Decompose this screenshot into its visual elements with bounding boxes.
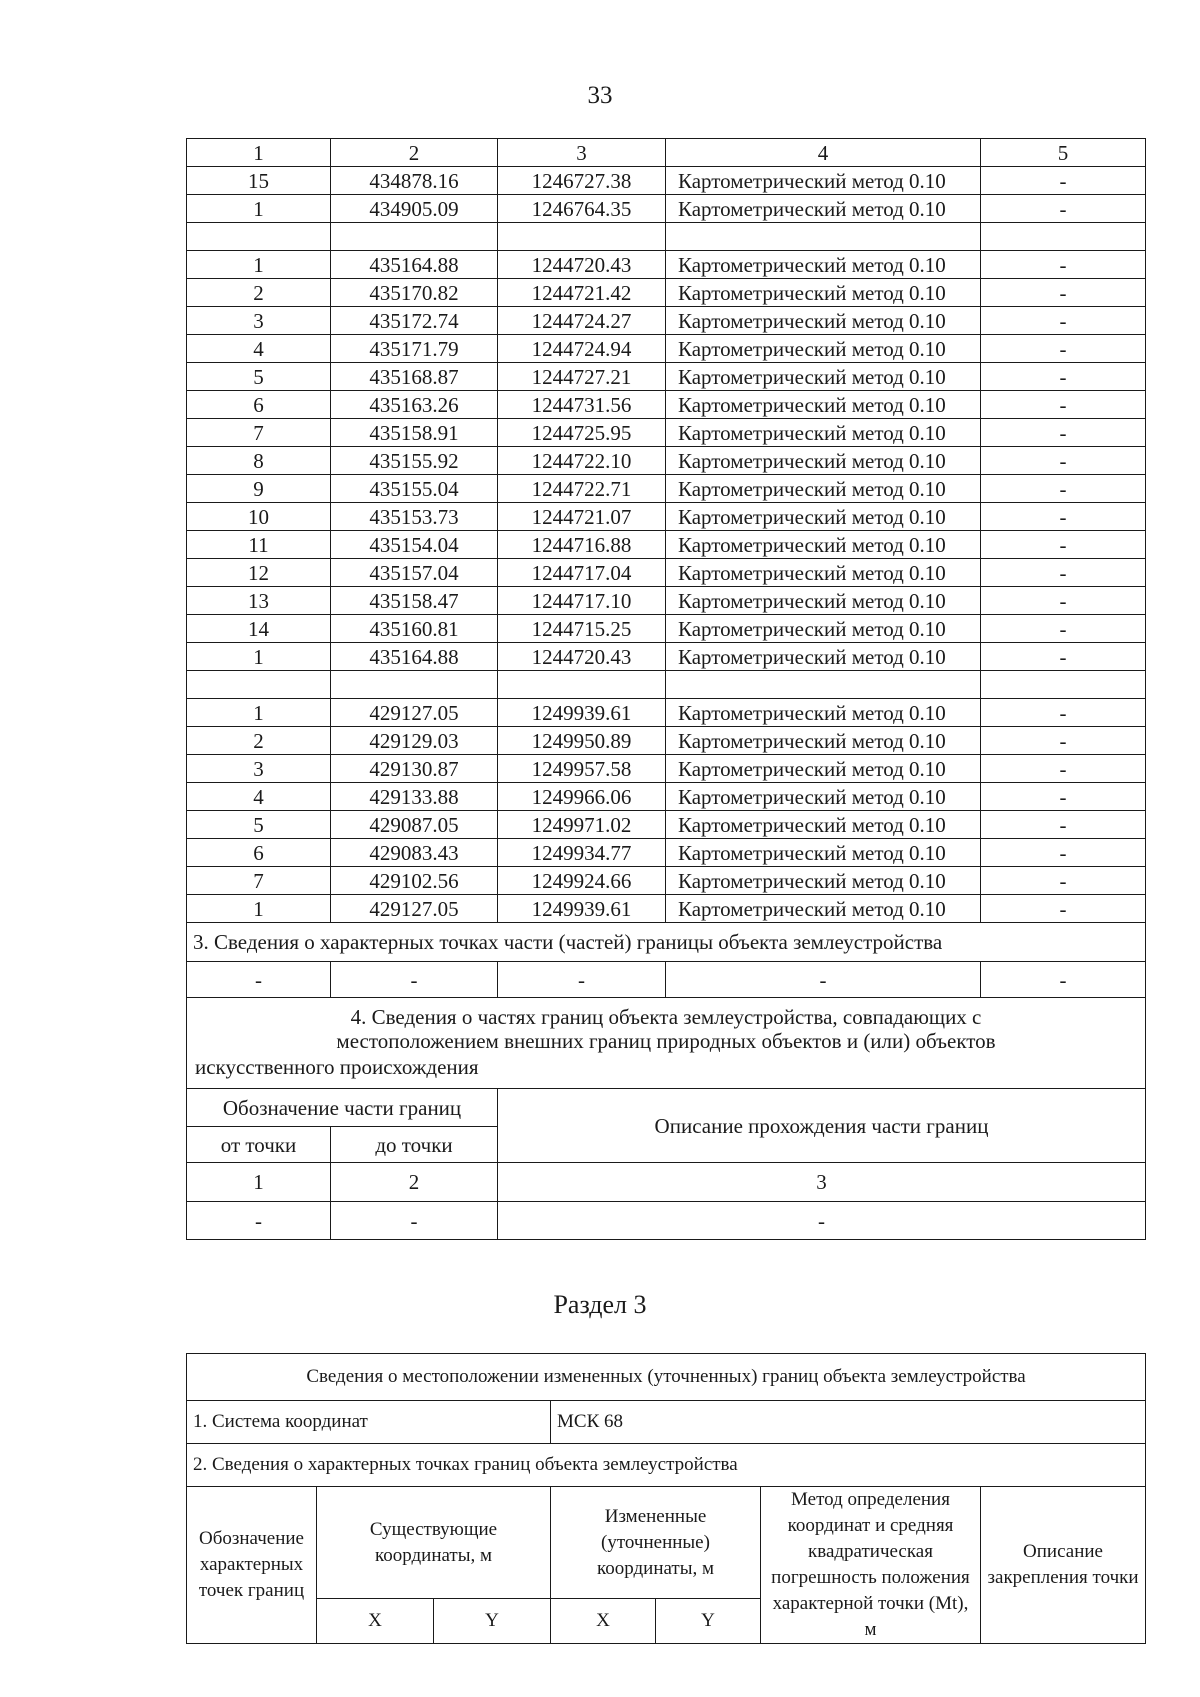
table-cell: 1 [187, 895, 331, 923]
table-cell: 4 [187, 783, 331, 811]
table-cell: 1249939.61 [498, 699, 666, 727]
table-row [187, 167, 1146, 195]
column-number: 3 [498, 1163, 1146, 1202]
table-row [187, 895, 1146, 923]
table-row [187, 783, 1146, 811]
table-cell [981, 671, 1146, 699]
table-row [187, 475, 1146, 503]
table-cell: 4 [187, 335, 331, 363]
section4-title [187, 1005, 1145, 1081]
table-cell: 1244717.04 [498, 559, 666, 587]
table-cell: Картометрический метод 0.10 [666, 335, 981, 363]
section3-title-row [187, 923, 1146, 962]
table-cell: 435170.82 [331, 279, 498, 307]
table-cell: - [981, 447, 1146, 475]
table-cell: 1244727.21 [498, 363, 666, 391]
section4-from-header: от точки [187, 1127, 331, 1163]
table-row [187, 251, 1146, 279]
table-cell: 2 [187, 727, 331, 755]
table-cell: 1244725.95 [498, 419, 666, 447]
table-cell: Картометрический метод 0.10 [666, 363, 981, 391]
table-cell: 435153.73 [331, 503, 498, 531]
table-cell: - [981, 559, 1146, 587]
table-cell: 1244721.42 [498, 279, 666, 307]
table-row [187, 335, 1146, 363]
section3-row [187, 962, 1146, 998]
table-cell: Картометрический метод 0.10 [666, 839, 981, 867]
table-cell: - [981, 587, 1146, 615]
table-cell: Картометрический метод 0.10 [666, 615, 981, 643]
table-cell: 429133.88 [331, 783, 498, 811]
section-heading: Раздел 3 [553, 1290, 647, 1319]
table-cell: 1249934.77 [498, 839, 666, 867]
table-row [187, 419, 1146, 447]
table-row [187, 839, 1146, 867]
section4-title-row [187, 998, 1146, 1089]
boundary-title-row [187, 1354, 1146, 1401]
table-cell: Картометрический метод 0.10 [666, 279, 981, 307]
section4-group-header: Обозначение части границ [187, 1089, 498, 1127]
col-changed-x: X [551, 1599, 656, 1644]
table-row [187, 867, 1146, 895]
boundary-table [186, 1353, 1146, 1644]
table-cell [331, 223, 498, 251]
table-cell: Картометрический метод 0.10 [666, 167, 981, 195]
coord-system-value: МСК 68 [551, 1401, 1146, 1444]
table-cell: 435172.74 [331, 307, 498, 335]
table-cell: - [981, 962, 1146, 998]
table-cell: - [981, 419, 1146, 447]
table-cell: 12 [187, 559, 331, 587]
section4-title-line: искусственного происхождения [195, 1055, 479, 1079]
table-cell: Картометрический метод 0.10 [666, 727, 981, 755]
table-cell: 1244724.94 [498, 335, 666, 363]
section4-to-header: до точки [331, 1127, 498, 1163]
table-cell: 1249957.58 [498, 755, 666, 783]
table-row [187, 643, 1146, 671]
column-number: 2 [331, 139, 498, 167]
table-row [187, 531, 1146, 559]
table-row [187, 363, 1146, 391]
table-cell: 1244716.88 [498, 531, 666, 559]
table-cell: 3 [187, 755, 331, 783]
table-cell: 429087.05 [331, 811, 498, 839]
col-designation: Обозначение характерных точек границ [187, 1487, 317, 1644]
table-cell: 3 [187, 307, 331, 335]
table-cell: Картометрический метод 0.10 [666, 783, 981, 811]
table-row [187, 811, 1146, 839]
col-changed-y: Y [656, 1599, 761, 1644]
table-cell: 429127.05 [331, 699, 498, 727]
table-cell: 1244722.10 [498, 447, 666, 475]
table-row [187, 307, 1146, 335]
table-cell: 435164.88 [331, 643, 498, 671]
table-cell: - [981, 755, 1146, 783]
table-row [187, 615, 1146, 643]
table-cell: 11 [187, 531, 331, 559]
column-number: 3 [498, 139, 666, 167]
table-cell: 1 [187, 195, 331, 223]
table-cell: 1 [187, 699, 331, 727]
table-cell: 7 [187, 419, 331, 447]
table-cell: Картометрический метод 0.10 [666, 419, 981, 447]
table-cell: - [981, 503, 1146, 531]
table-cell: Картометрический метод 0.10 [666, 195, 981, 223]
table-cell: 1249950.89 [498, 727, 666, 755]
table-cell: Картометрический метод 0.10 [666, 755, 981, 783]
table-row [187, 279, 1146, 307]
table-cell: 1244717.10 [498, 587, 666, 615]
table-cell: - [981, 839, 1146, 867]
table-cell [666, 671, 981, 699]
table-row [187, 195, 1146, 223]
coord-system-label: 1. Система координат [187, 1401, 551, 1444]
column-number: 4 [666, 139, 981, 167]
table-cell: 1249939.61 [498, 895, 666, 923]
table-row [187, 587, 1146, 615]
table-cell: 435157.04 [331, 559, 498, 587]
col-changed: Измененные (уточненные) координаты, м [551, 1487, 761, 1599]
table-cell: 429102.56 [331, 867, 498, 895]
table-cell: 5 [187, 811, 331, 839]
points-title: 2. Сведения о характерных точках границ объекта землеустройства [187, 1444, 1146, 1487]
table-cell: - [981, 867, 1146, 895]
table-cell: 8 [187, 447, 331, 475]
table-cell: 14 [187, 615, 331, 643]
table-cell: 429130.87 [331, 755, 498, 783]
col-existing: Существующие координаты, м [317, 1487, 551, 1599]
table-cell: 1244720.43 [498, 251, 666, 279]
table-cell: 434905.09 [331, 195, 498, 223]
table-cell: Картометрический метод 0.10 [666, 531, 981, 559]
table-cell [498, 223, 666, 251]
col-existing-x: X [317, 1599, 434, 1644]
table-cell: 15 [187, 167, 331, 195]
table-cell: 1244721.07 [498, 503, 666, 531]
table-cell: 6 [187, 391, 331, 419]
table-cell: 1244715.25 [498, 615, 666, 643]
table-cell: 1244720.43 [498, 643, 666, 671]
table-cell: Картометрический метод 0.10 [666, 307, 981, 335]
table-cell: 1249924.66 [498, 867, 666, 895]
table-cell: 1244722.71 [498, 475, 666, 503]
table-cell: Картометрический метод 0.10 [666, 475, 981, 503]
table-cell: - [981, 643, 1146, 671]
column-number: 2 [331, 1163, 498, 1202]
coordinates-table-body [187, 139, 1146, 1240]
table-cell: 5 [187, 363, 331, 391]
boundary-header-row [187, 1487, 1146, 1599]
table-cell: 435171.79 [331, 335, 498, 363]
table-cell [331, 671, 498, 699]
table-cell: Картометрический метод 0.10 [666, 587, 981, 615]
section4-title-line: местоположением внешних границ природных объектов и (или) объектов [336, 1029, 996, 1053]
table-cell: - [981, 895, 1146, 923]
table-cell: - [981, 699, 1146, 727]
table-cell: 1244724.27 [498, 307, 666, 335]
table-cell: Картометрический метод 0.10 [666, 391, 981, 419]
table-cell: 435164.88 [331, 251, 498, 279]
table-cell: 1 [187, 643, 331, 671]
table-cell: - [981, 811, 1146, 839]
table-cell: - [981, 363, 1146, 391]
table-cell: 1246764.35 [498, 195, 666, 223]
table-cell: 435154.04 [331, 531, 498, 559]
table-cell: 1249966.06 [498, 783, 666, 811]
table-row [187, 755, 1146, 783]
table-cell [498, 671, 666, 699]
points-title-row [187, 1444, 1146, 1487]
table-cell: 1244731.56 [498, 391, 666, 419]
table-cell: - [187, 962, 331, 998]
table-cell: Картометрический метод 0.10 [666, 643, 981, 671]
coordinates-table [186, 138, 1146, 1240]
table-cell: 429129.03 [331, 727, 498, 755]
boundary-title: Сведения о местоположении измененных (уточненных) границ объекта землеустройства [187, 1354, 1146, 1401]
table-cell: - [981, 251, 1146, 279]
table-cell: 1246727.38 [498, 167, 666, 195]
table-cell: - [981, 167, 1146, 195]
table-cell: 429083.43 [331, 839, 498, 867]
table-cell: 1249971.02 [498, 811, 666, 839]
table-cell [187, 671, 331, 699]
table-cell: - [981, 279, 1146, 307]
section4-header-row [187, 1089, 1146, 1127]
table-cell: 435168.87 [331, 363, 498, 391]
table-cell [187, 223, 331, 251]
table-row [187, 559, 1146, 587]
table-header-row [187, 139, 1146, 167]
section4-data-row [187, 1202, 1146, 1240]
section4-desc-header: Описание прохождения части границ [498, 1089, 1146, 1163]
table-row [187, 391, 1146, 419]
table-row [187, 223, 1146, 251]
col-fixing: Описание закрепления точки [981, 1487, 1146, 1644]
table-cell: - [981, 335, 1146, 363]
column-number: 1 [187, 139, 331, 167]
table-cell: - [498, 962, 666, 998]
table-cell: 13 [187, 587, 331, 615]
table-cell: - [981, 783, 1146, 811]
table-cell: 434878.16 [331, 167, 498, 195]
table-cell: 435155.04 [331, 475, 498, 503]
section3-title: 3. Сведения о характерных точках части (частей) границы объекта землеустройства [187, 923, 1146, 962]
table-cell: - [981, 531, 1146, 559]
table-cell: - [981, 195, 1146, 223]
table-cell: - [498, 1202, 1146, 1240]
table-cell: 9 [187, 475, 331, 503]
table-row [187, 699, 1146, 727]
table-cell: 435155.92 [331, 447, 498, 475]
table-cell [666, 223, 981, 251]
table-cell: 10 [187, 503, 331, 531]
table-cell [981, 223, 1146, 251]
table-cell: - [981, 475, 1146, 503]
table-cell: - [331, 962, 498, 998]
table-cell: 435163.26 [331, 391, 498, 419]
table-cell: 435158.47 [331, 587, 498, 615]
table-cell: Картометрический метод 0.10 [666, 811, 981, 839]
table-cell: Картометрический метод 0.10 [666, 559, 981, 587]
section4-numbers-row [187, 1163, 1146, 1202]
col-existing-y: Y [434, 1599, 551, 1644]
table-cell: Картометрический метод 0.10 [666, 447, 981, 475]
column-number: 5 [981, 139, 1146, 167]
table-cell: 7 [187, 867, 331, 895]
table-cell: Картометрический метод 0.10 [666, 503, 981, 531]
table-cell: Картометрический метод 0.10 [666, 699, 981, 727]
table-cell: - [666, 962, 981, 998]
table-cell: Картометрический метод 0.10 [666, 251, 981, 279]
table-cell: 435160.81 [331, 615, 498, 643]
table-cell: 429127.05 [331, 895, 498, 923]
table-row [187, 727, 1146, 755]
table-cell: - [331, 1202, 498, 1240]
section4-title-line: 4. Сведения о частях границ объекта землеустройства, совпадающих с [350, 1005, 982, 1029]
table-row [187, 671, 1146, 699]
col-method: Метод определения координат и средняя квадратическая погрешность положения характерной точки (Mt), м [761, 1487, 981, 1644]
table-cell: - [981, 727, 1146, 755]
table-cell: - [981, 391, 1146, 419]
table-cell: 6 [187, 839, 331, 867]
table-cell: - [981, 307, 1146, 335]
page-number: 33 [587, 82, 613, 109]
coord-system-row [187, 1401, 1146, 1444]
table-cell: Картометрический метод 0.10 [666, 895, 981, 923]
table-row [187, 447, 1146, 475]
table-cell: 1 [187, 251, 331, 279]
table-row [187, 503, 1146, 531]
column-number: 1 [187, 1163, 331, 1202]
table-cell: - [187, 1202, 331, 1240]
table-cell: 2 [187, 279, 331, 307]
table-cell: Картометрический метод 0.10 [666, 867, 981, 895]
table-cell: - [981, 615, 1146, 643]
table-cell: 435158.91 [331, 419, 498, 447]
